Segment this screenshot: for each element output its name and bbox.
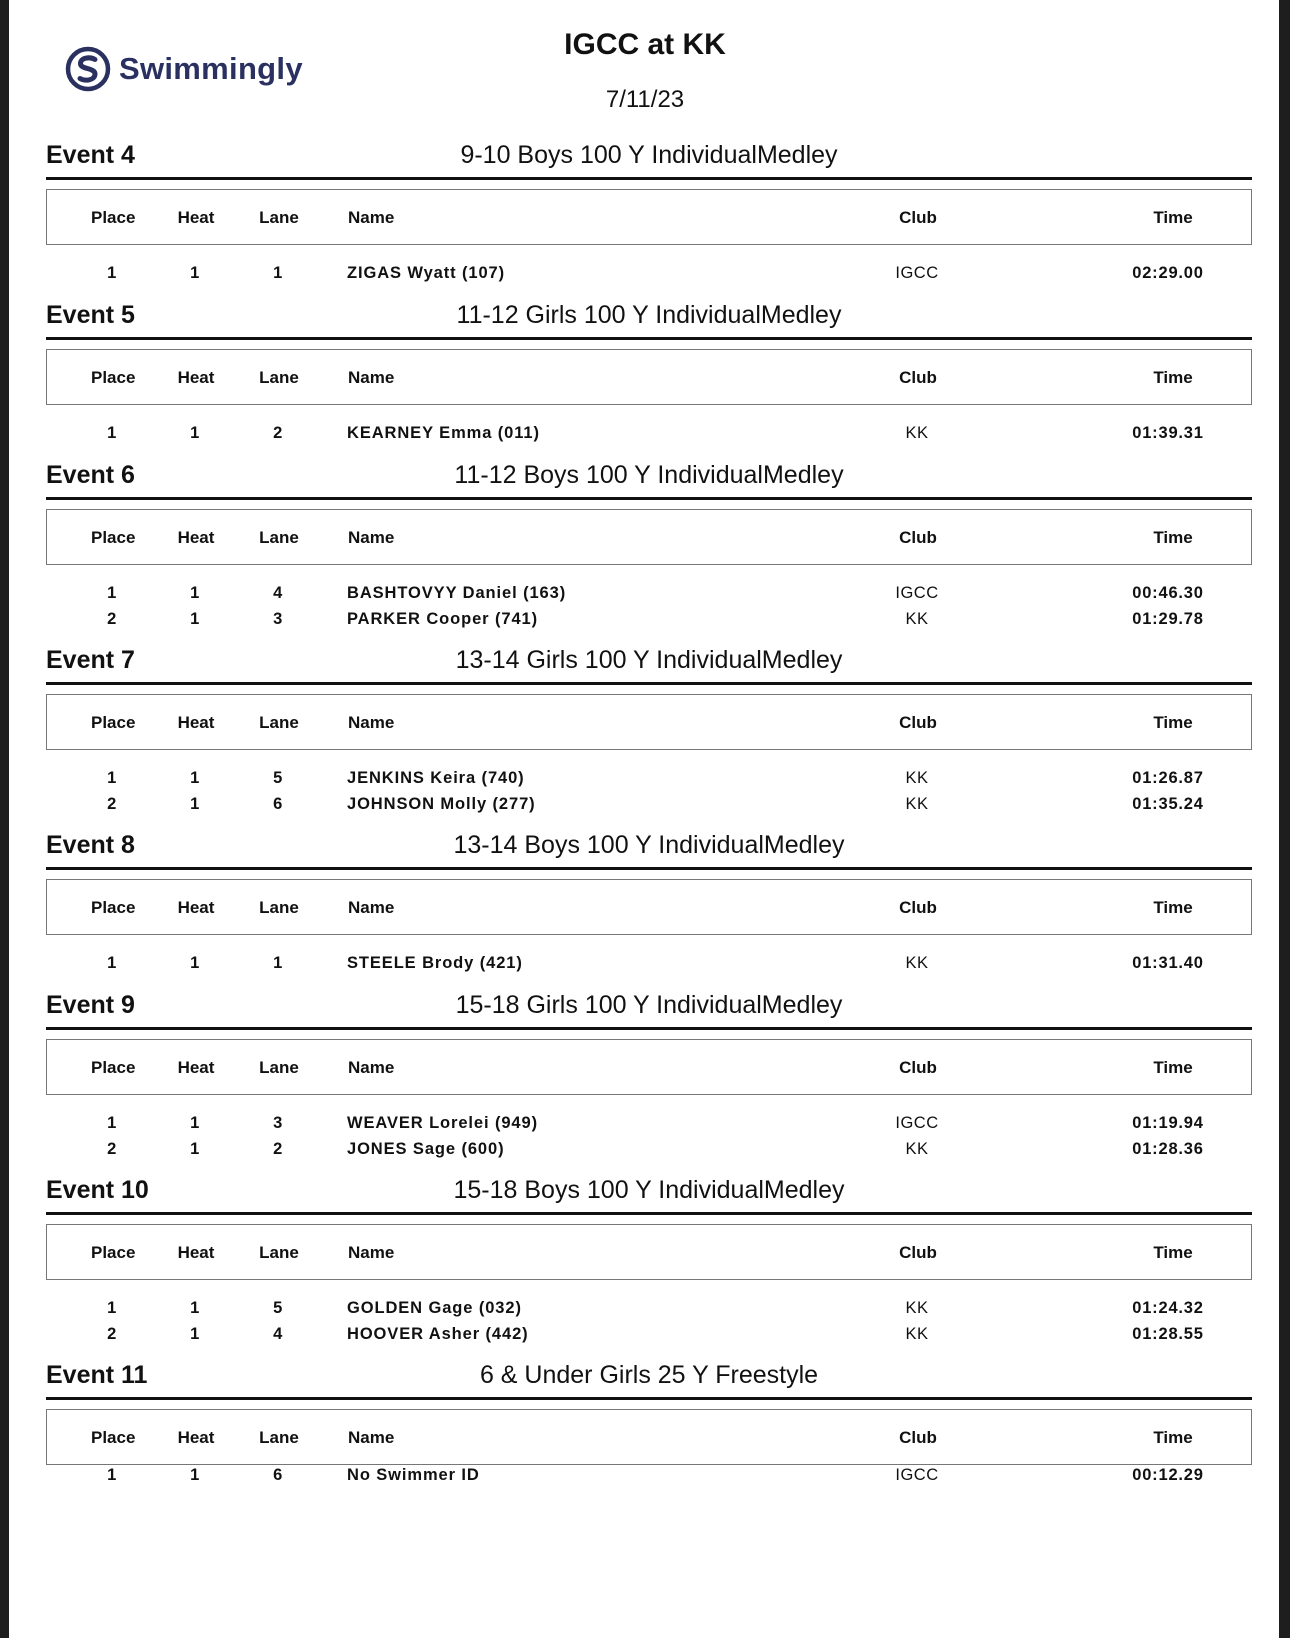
result-lane: 1 <box>273 264 283 282</box>
result-lane: 6 <box>273 1466 283 1484</box>
column-header-name: Name <box>348 1058 395 1077</box>
result-name: JONES Sage (600) <box>347 1140 505 1158</box>
result-name: BASHTOVYY Daniel (163) <box>347 584 567 602</box>
result-row <box>46 264 1252 290</box>
result-heat: 1 <box>190 264 200 282</box>
result-lane: 4 <box>273 584 283 602</box>
result-time: 01:24.32 <box>1132 1299 1204 1317</box>
column-header-name: Name <box>348 1243 395 1262</box>
result-row <box>46 610 1252 636</box>
result-place: 2 <box>107 610 117 628</box>
column-header-row <box>46 189 1252 245</box>
column-header-lane: Lane <box>259 1243 299 1262</box>
result-club: KK <box>905 610 929 628</box>
column-header-place: Place <box>91 1243 136 1262</box>
result-time: 01:26.87 <box>1132 769 1204 787</box>
result-time: 00:46.30 <box>1132 584 1204 602</box>
result-club: KK <box>905 1140 929 1158</box>
event-title: 13-14 Girls 100 Y IndividualMedley <box>455 646 843 674</box>
column-header-place: Place <box>91 1428 136 1447</box>
result-club: KK <box>905 954 929 972</box>
result-place: 2 <box>107 795 117 813</box>
result-place: 1 <box>107 1299 117 1317</box>
result-place: 1 <box>107 424 117 442</box>
event-header <box>46 298 1252 340</box>
result-heat: 1 <box>190 1140 200 1158</box>
event-block <box>46 828 1252 980</box>
column-header-time: Time <box>1153 208 1193 227</box>
result-heat: 1 <box>190 424 200 442</box>
event-title: 13-14 Boys 100 Y IndividualMedley <box>453 831 845 859</box>
event-number: Event 4 <box>46 141 135 169</box>
result-row <box>46 1299 1252 1325</box>
event-block <box>46 138 1252 290</box>
result-row <box>46 1325 1252 1351</box>
result-club: IGCC <box>895 1114 939 1132</box>
result-name: HOOVER Asher (442) <box>347 1325 529 1343</box>
column-header-heat: Heat <box>177 1428 215 1447</box>
event-title: 11-12 Boys 100 Y IndividualMedley <box>454 461 844 489</box>
result-heat: 1 <box>190 584 200 602</box>
result-heat: 1 <box>190 769 200 787</box>
result-club: IGCC <box>895 584 939 602</box>
meet-title: IGCC at KK <box>564 28 726 61</box>
column-header-row <box>46 1039 1252 1095</box>
column-header-time: Time <box>1153 1428 1193 1447</box>
result-heat: 1 <box>190 1466 200 1484</box>
event-number: Event 7 <box>46 646 135 674</box>
column-header-heat: Heat <box>177 713 215 732</box>
results-list <box>46 769 1252 821</box>
event-block <box>46 988 1252 1166</box>
result-lane: 1 <box>273 954 283 972</box>
column-header-time: Time <box>1153 368 1193 387</box>
results-list <box>46 424 1252 450</box>
event-header <box>46 1173 1252 1215</box>
results-list <box>46 1114 1252 1166</box>
result-time: 01:31.40 <box>1132 954 1204 972</box>
event-number: Event 6 <box>46 461 135 489</box>
column-header-heat: Heat <box>177 528 215 547</box>
event-header <box>46 988 1252 1030</box>
column-header-time: Time <box>1153 1243 1193 1262</box>
column-header-heat: Heat <box>177 1243 215 1262</box>
results-list <box>46 264 1252 290</box>
result-heat: 1 <box>190 954 200 972</box>
column-header-row <box>46 879 1252 935</box>
column-header-club: Club <box>899 528 937 547</box>
result-time: 01:29.78 <box>1132 610 1204 628</box>
column-header-time: Time <box>1153 898 1193 917</box>
event-block <box>46 1358 1252 1492</box>
result-place: 1 <box>107 1466 117 1484</box>
column-header-name: Name <box>348 1428 395 1447</box>
result-club: KK <box>905 769 929 787</box>
event-title: 15-18 Girls 100 Y IndividualMedley <box>455 991 843 1019</box>
results-list <box>46 584 1252 636</box>
column-header-place: Place <box>91 208 136 227</box>
result-row <box>46 769 1252 795</box>
result-time: 01:28.55 <box>1132 1325 1204 1343</box>
column-header-lane: Lane <box>259 1058 299 1077</box>
event-number: Event 8 <box>46 831 135 859</box>
result-lane: 6 <box>273 795 283 813</box>
result-heat: 1 <box>190 1299 200 1317</box>
result-place: 1 <box>107 1114 117 1132</box>
result-name: JENKINS Keira (740) <box>347 769 525 787</box>
column-header-row <box>46 1224 1252 1280</box>
column-header-club: Club <box>899 1058 937 1077</box>
meet-date: 7/11/23 <box>605 86 685 113</box>
column-header-club: Club <box>899 1428 937 1447</box>
results-list <box>46 1466 1252 1492</box>
result-club: IGCC <box>895 1466 939 1484</box>
result-name: GOLDEN Gage (032) <box>347 1299 522 1317</box>
result-lane: 2 <box>273 1140 283 1158</box>
column-header-place: Place <box>91 898 136 917</box>
event-header <box>46 1358 1252 1400</box>
event-title: 15-18 Boys 100 Y IndividualMedley <box>453 1176 845 1204</box>
event-number: Event 11 <box>46 1361 148 1389</box>
result-lane: 5 <box>273 769 283 787</box>
result-time: 01:28.36 <box>1132 1140 1204 1158</box>
column-header-row <box>46 509 1252 565</box>
result-lane: 3 <box>273 610 283 628</box>
result-name: JOHNSON Molly (277) <box>347 795 536 813</box>
result-club: IGCC <box>895 264 939 282</box>
result-row <box>46 1140 1252 1166</box>
column-header-lane: Lane <box>259 898 299 917</box>
column-header-row <box>46 1409 1252 1465</box>
column-header-heat: Heat <box>177 368 215 387</box>
results-page <box>9 0 1279 1638</box>
event-number: Event 10 <box>46 1176 149 1204</box>
event-block <box>46 643 1252 821</box>
column-header-name: Name <box>348 528 395 547</box>
column-header-place: Place <box>91 713 136 732</box>
result-time: 02:29.00 <box>1132 264 1204 282</box>
result-name: STEELE Brody (421) <box>347 954 523 972</box>
column-header-time: Time <box>1153 528 1193 547</box>
column-header-lane: Lane <box>259 208 299 227</box>
result-time: 00:12.29 <box>1132 1466 1204 1484</box>
event-block <box>46 298 1252 450</box>
result-club: KK <box>905 1325 929 1343</box>
result-name: KEARNEY Emma (011) <box>347 424 540 442</box>
result-club: KK <box>905 424 929 442</box>
result-name: WEAVER Lorelei (949) <box>347 1114 538 1132</box>
event-header <box>46 458 1252 500</box>
column-header-name: Name <box>348 368 395 387</box>
result-place: 1 <box>107 769 117 787</box>
event-title: 11-12 Girls 100 Y IndividualMedley <box>456 301 842 329</box>
result-lane: 5 <box>273 1299 283 1317</box>
column-header-place: Place <box>91 528 136 547</box>
column-header-club: Club <box>899 1243 937 1262</box>
column-header-lane: Lane <box>259 713 299 732</box>
column-header-row <box>46 694 1252 750</box>
column-header-heat: Heat <box>177 1058 215 1077</box>
column-header-lane: Lane <box>259 528 299 547</box>
result-time: 01:35.24 <box>1132 795 1204 813</box>
column-header-place: Place <box>91 1058 136 1077</box>
event-title: 9-10 Boys 100 Y IndividualMedley <box>460 141 838 169</box>
result-name: ZIGAS Wyatt (107) <box>347 264 506 282</box>
column-header-club: Club <box>899 713 937 732</box>
result-row <box>46 1466 1252 1492</box>
event-block <box>46 458 1252 636</box>
column-header-club: Club <box>899 898 937 917</box>
column-header-place: Place <box>91 368 136 387</box>
result-row <box>46 424 1252 450</box>
event-number: Event 9 <box>46 991 135 1019</box>
event-header <box>46 138 1252 180</box>
result-lane: 4 <box>273 1325 283 1343</box>
column-header-time: Time <box>1153 1058 1193 1077</box>
result-place: 2 <box>107 1325 117 1343</box>
result-heat: 1 <box>190 795 200 813</box>
column-header-heat: Heat <box>177 208 215 227</box>
result-lane: 3 <box>273 1114 283 1132</box>
event-title: 6 & Under Girls 25 Y Freestyle <box>479 1361 819 1389</box>
result-row <box>46 954 1252 980</box>
column-header-name: Name <box>348 898 395 917</box>
result-row <box>46 795 1252 821</box>
result-place: 1 <box>107 264 117 282</box>
event-number: Event 5 <box>46 301 135 329</box>
result-row <box>46 584 1252 610</box>
result-time: 01:19.94 <box>1132 1114 1204 1132</box>
result-club: KK <box>905 795 929 813</box>
column-header-club: Club <box>899 208 937 227</box>
result-heat: 1 <box>190 610 200 628</box>
column-header-club: Club <box>899 368 937 387</box>
result-name: No Swimmer ID <box>347 1466 480 1484</box>
logo-text: Swimmingly <box>119 51 303 86</box>
event-block <box>46 1173 1252 1351</box>
result-heat: 1 <box>190 1325 200 1343</box>
results-list <box>46 954 1252 980</box>
event-header <box>46 643 1252 685</box>
column-header-heat: Heat <box>177 898 215 917</box>
result-place: 1 <box>107 954 117 972</box>
column-header-name: Name <box>348 208 395 227</box>
column-header-time: Time <box>1153 713 1193 732</box>
results-list <box>46 1299 1252 1351</box>
result-heat: 1 <box>190 1114 200 1132</box>
column-header-lane: Lane <box>259 1428 299 1447</box>
result-place: 1 <box>107 584 117 602</box>
column-header-name: Name <box>348 713 395 732</box>
result-name: PARKER Cooper (741) <box>347 610 538 628</box>
result-place: 2 <box>107 1140 117 1158</box>
result-lane: 2 <box>273 424 283 442</box>
result-club: KK <box>905 1299 929 1317</box>
column-header-row <box>46 349 1252 405</box>
result-time: 01:39.31 <box>1132 424 1204 442</box>
column-header-lane: Lane <box>259 368 299 387</box>
event-header <box>46 828 1252 870</box>
result-row <box>46 1114 1252 1140</box>
